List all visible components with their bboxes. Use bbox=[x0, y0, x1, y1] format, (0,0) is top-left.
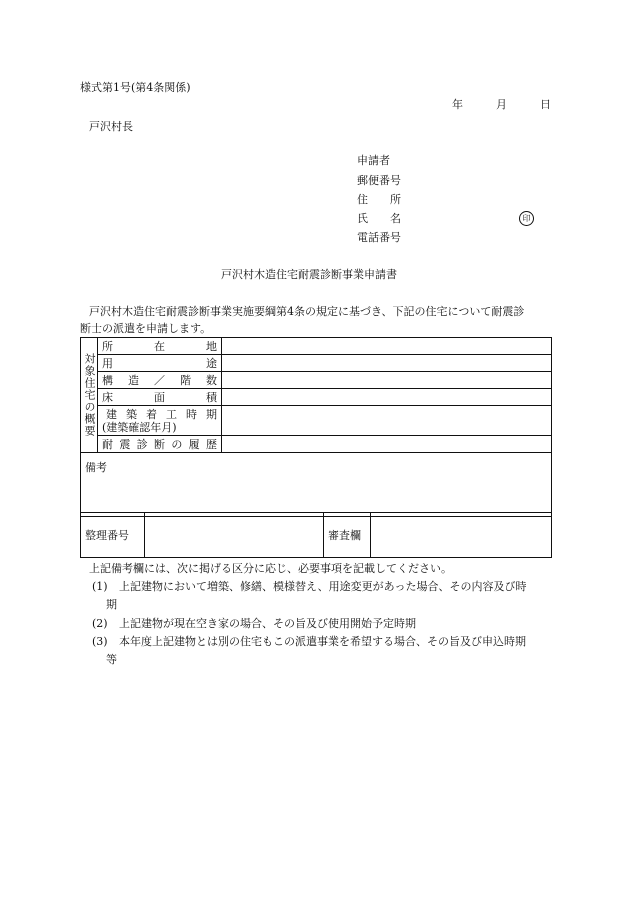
note-1-number: (1) bbox=[92, 580, 108, 593]
applicant-address-label: 住 所 bbox=[357, 193, 401, 206]
remarks-cell[interactable] bbox=[81, 453, 552, 517]
build-date-value[interactable] bbox=[222, 406, 552, 436]
location-value[interactable] bbox=[222, 338, 552, 355]
form-number: 様式第1号(第4条関係) bbox=[80, 81, 191, 94]
property-table bbox=[80, 337, 552, 517]
label-history: 耐震診断の履歴 bbox=[98, 436, 222, 453]
label-build-date bbox=[98, 406, 222, 436]
date-month: 月 bbox=[496, 98, 507, 111]
history-value[interactable] bbox=[222, 436, 552, 453]
body-line-2: 断士の派遣を申請します。 bbox=[80, 322, 212, 335]
label-location: 所在地 bbox=[98, 338, 222, 355]
note-2-number: (2) bbox=[92, 617, 108, 630]
reg-number-value[interactable] bbox=[145, 513, 324, 558]
floor-area-value[interactable] bbox=[222, 389, 552, 406]
note-3-text: 本年度上記建物とは別の住宅もこの派遣事業を希望する場合、その旨及び申込時期 bbox=[119, 635, 526, 648]
applicant-phone-label: 電話番号 bbox=[357, 231, 401, 244]
date-year: 年 bbox=[452, 98, 463, 111]
structure-value[interactable] bbox=[222, 372, 552, 389]
note-2-text: 上記建物が現在空き家の場合、その旨及び使用開始予定時期 bbox=[119, 617, 416, 630]
note-3-continued: 等 bbox=[106, 653, 117, 666]
review-value[interactable] bbox=[371, 513, 552, 558]
note-1-continued: 期 bbox=[106, 598, 117, 611]
document-title: 戸沢村木造住宅耐震診断事業申請書 bbox=[221, 268, 397, 281]
seal-mark: 印 bbox=[519, 211, 534, 226]
notes-intro: 上記備考欄には、次に掲げる区分に応じ、必要事項を記載してください。 bbox=[89, 562, 452, 575]
applicant-postal-label: 郵便番号 bbox=[357, 174, 401, 187]
date-line bbox=[452, 98, 551, 112]
label-build-date-2: (建築確認年月) bbox=[102, 420, 177, 434]
office-use-table bbox=[80, 512, 552, 558]
note-3-number: (3) bbox=[92, 635, 108, 648]
date-day: 日 bbox=[540, 98, 551, 111]
applicant-heading: 申請者 bbox=[357, 154, 390, 167]
label-floor-area: 床面積 bbox=[98, 389, 222, 406]
note-1-text: 上記建物において増築、修繕、模様替え、用途変更があった場合、その内容及び時 bbox=[119, 580, 527, 593]
label-structure: 構造／階数 bbox=[98, 372, 222, 389]
use-value[interactable] bbox=[222, 355, 552, 372]
label-reg-number: 整理番号 bbox=[81, 513, 145, 558]
label-use: 用途 bbox=[98, 355, 222, 372]
applicant-name-label: 氏 名 bbox=[357, 212, 401, 225]
body-line-1: 戸沢村木造住宅耐震診断事業実施要綱第4条の規定に基づき、下記の住宅について耐震診 bbox=[89, 305, 525, 318]
remarks-label: 備考 bbox=[85, 461, 107, 474]
label-build-date-1: 建築着工時期 bbox=[106, 407, 217, 421]
label-review: 審査欄 bbox=[324, 513, 371, 558]
addressee: 戸沢村長 bbox=[89, 120, 133, 133]
property-group-label: 対象住宅の概要 bbox=[81, 338, 98, 453]
